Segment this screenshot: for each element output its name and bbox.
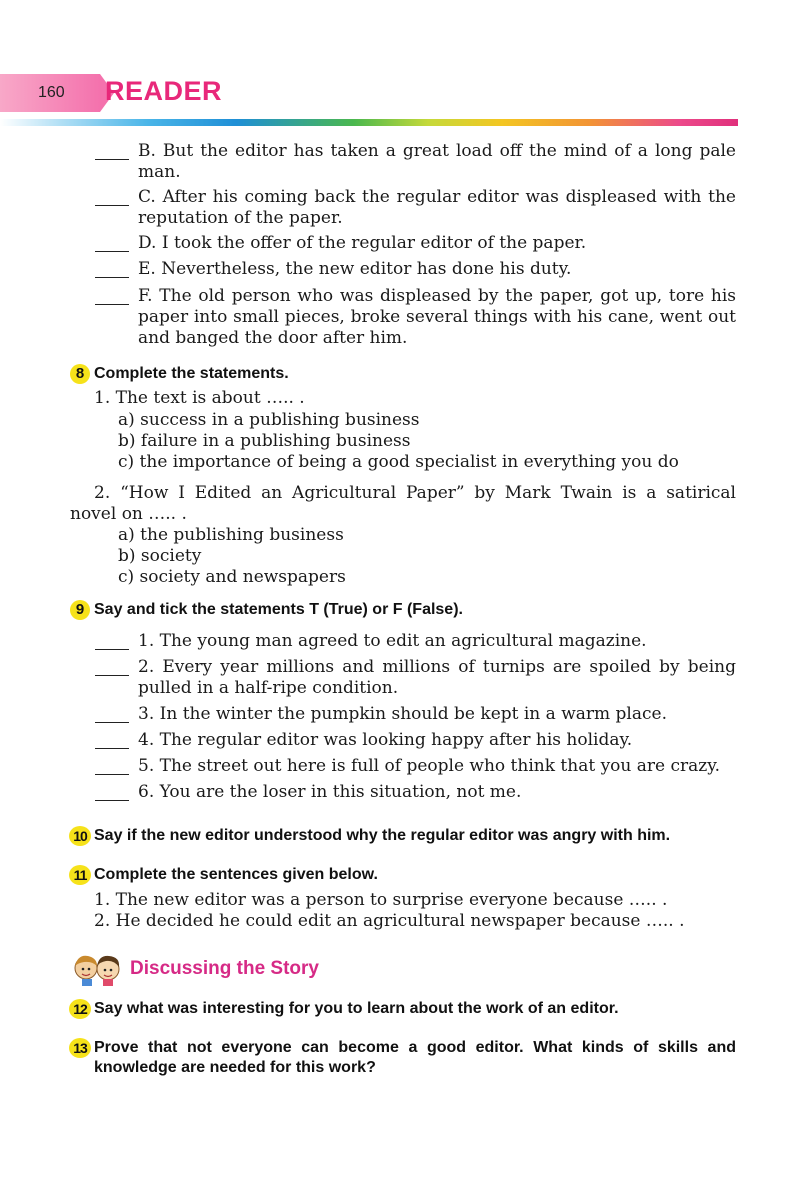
discussion-heading: Discussing the Story — [130, 958, 319, 979]
answer-blank[interactable] — [95, 800, 129, 801]
option-b: b) society — [118, 546, 202, 566]
answer-blank[interactable] — [95, 722, 129, 723]
task-8-instruction: Complete the statements. — [94, 365, 289, 382]
answer-blank[interactable] — [95, 649, 129, 650]
list-item-d: D. I took the offer of the regular editor of the paper. — [138, 233, 587, 253]
answer-blank[interactable] — [95, 277, 129, 278]
answer-blank[interactable] — [95, 159, 129, 160]
list-item-f-line1: F. The old person who was displeased by the paper, got up, tore his — [138, 286, 736, 306]
answer-blank[interactable] — [95, 675, 129, 676]
statement-2-line1: 2. Every year millions and millions of turnips are spoiled by being — [138, 657, 736, 677]
sentence-1: 1. The new editor was a person to surprise everyone because ….. . — [94, 890, 668, 910]
statement-1: 1. The young man agreed to edit an agricultural magazine. — [138, 631, 647, 651]
option-c: c) the importance of being a good specialist in everything you do — [118, 452, 679, 472]
list-item-c-line1: C. After his coming back the regular editor was displeased with the — [138, 187, 736, 207]
statement-4: 4. The regular editor was looking happy after his holiday. — [138, 730, 633, 750]
task-number-badge: 9 — [70, 600, 90, 620]
header-rainbow-divider — [0, 119, 738, 126]
list-item-c-line2: reputation of the paper. — [138, 208, 343, 228]
task-13-instruction-line2: knowledge are needed for this work? — [94, 1059, 376, 1076]
answer-blank[interactable] — [95, 251, 129, 252]
task-12-instruction: Say what was interesting for you to learn about the work of an editor. — [94, 1000, 619, 1017]
answer-blank[interactable] — [95, 774, 129, 775]
task-8-question-2-line2: novel on ….. . — [70, 504, 187, 524]
section-title: READER — [105, 76, 223, 106]
option-c: c) society and newspapers — [118, 567, 346, 587]
list-item-b-line1: B. But the editor has taken a great load off the mind of a long pale — [138, 141, 736, 161]
answer-blank[interactable] — [95, 748, 129, 749]
sentence-2: 2. He decided he could edit an agricultural newspaper because ….. . — [94, 911, 685, 931]
task-number-badge: 13 — [69, 1038, 91, 1058]
task-13-instruction-line1: Prove that not everyone can become a good editor. What kinds of skills and — [94, 1039, 736, 1056]
statement-2-line2: pulled in a half-ripe condition. — [138, 678, 399, 698]
answer-blank[interactable] — [95, 205, 129, 206]
task-8-question-1: 1. The text is about ….. . — [94, 388, 305, 408]
statement-6: 6. You are the loser in this situation, not me. — [138, 782, 522, 802]
two-children-talking-icon — [70, 952, 126, 986]
statement-5: 5. The street out here is full of people who think that you are crazy. — [138, 756, 720, 776]
task-number-badge: 12 — [69, 999, 91, 1019]
list-item-e: E. Nevertheless, the new editor has done his duty. — [138, 259, 572, 279]
list-item-b-line2: man. — [138, 162, 181, 182]
task-10-instruction: Say if the new editor understood why the regular editor was angry with him. — [94, 827, 671, 844]
answer-blank[interactable] — [95, 304, 129, 305]
task-number-badge: 8 — [70, 364, 90, 384]
statement-3: 3. In the winter the pumpkin should be kept in a warm place. — [138, 704, 667, 724]
task-11-instruction: Complete the sentences given below. — [94, 866, 378, 883]
list-item-f-line2: paper into small pieces, broke several things with his cane, went out — [138, 307, 736, 327]
page-number: 160 — [38, 84, 65, 101]
task-number-badge: 11 — [69, 865, 91, 885]
task-number-badge: 10 — [69, 826, 91, 846]
option-a: a) the publishing business — [118, 525, 344, 545]
option-a: a) success in a publishing business — [118, 410, 420, 430]
task-8-question-2-line1: 2. “How I Edited an Agricultural Paper” by Mark Twain is a satirical — [94, 483, 736, 503]
option-b: b) failure in a publishing business — [118, 431, 411, 451]
list-item-f-line3: and banged the door after him. — [138, 328, 408, 348]
task-9-instruction: Say and tick the statements T (True) or F (False). — [94, 601, 463, 618]
